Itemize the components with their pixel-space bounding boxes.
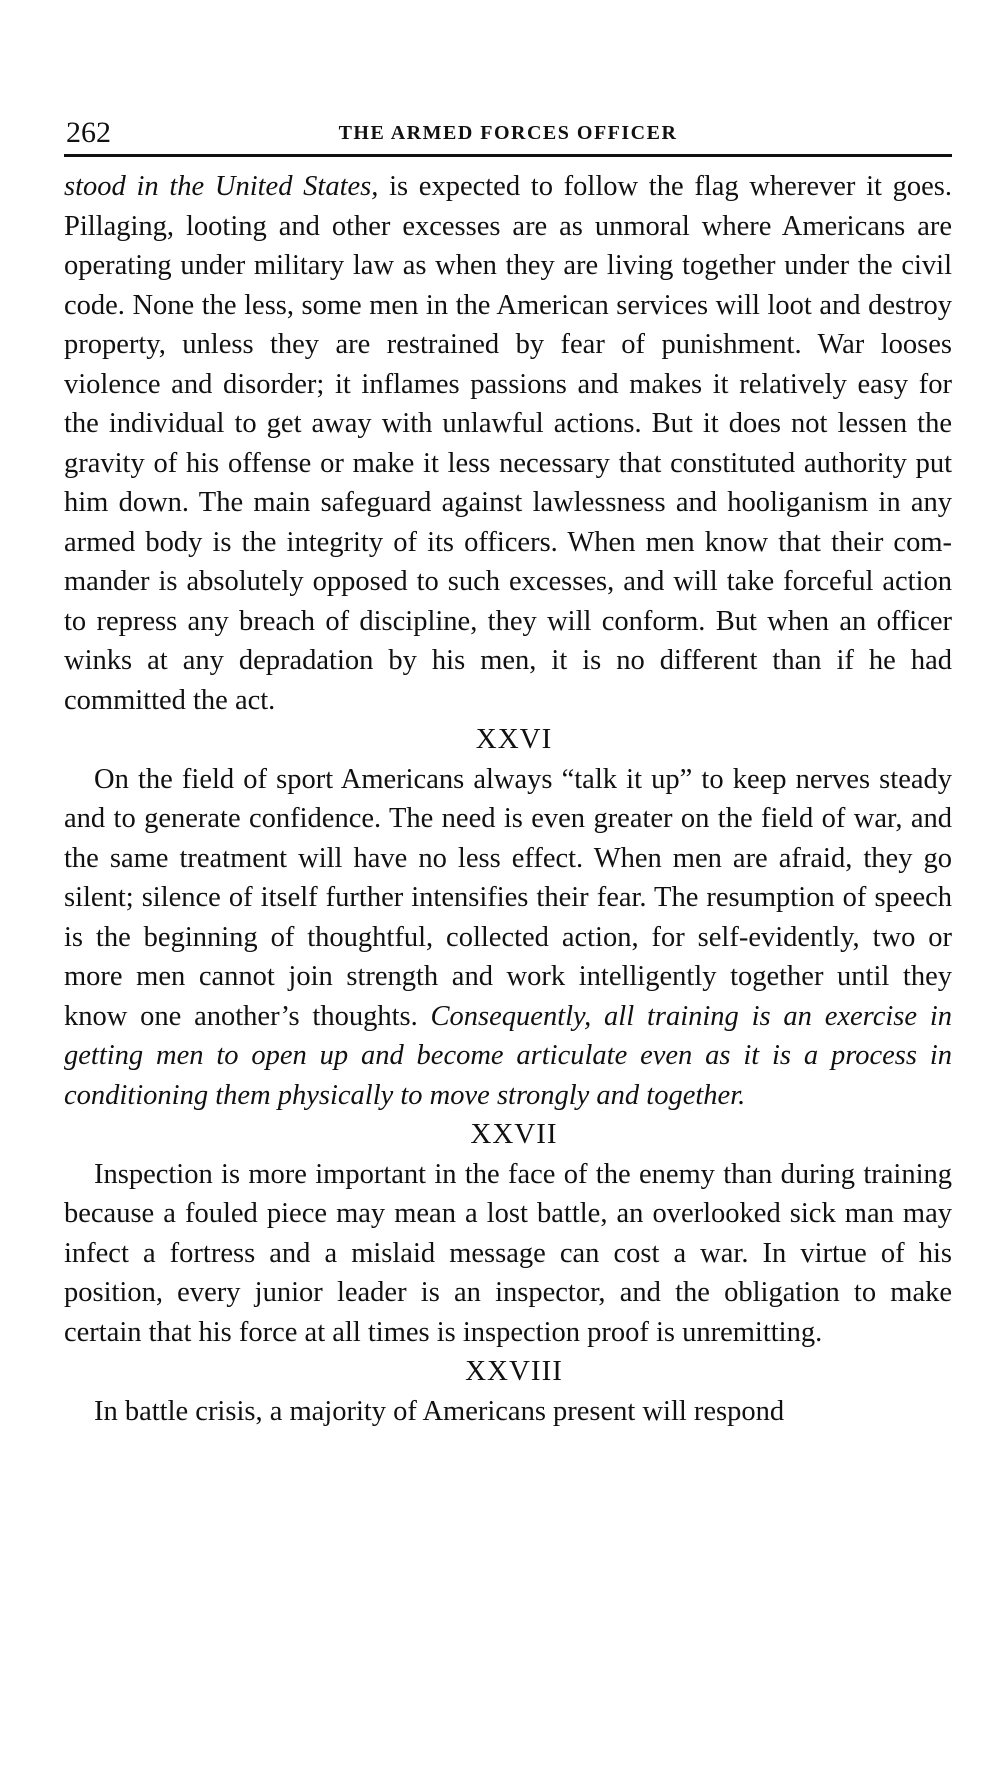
section-heading-xxviii: XXVIII: [465, 1355, 563, 1387]
section-xxviii-paragraph: In battle crisis, a majority of Americans present will respond: [94, 1395, 785, 1427]
section-heading-xxvi: XXVI: [475, 723, 553, 755]
running-header: [64, 118, 952, 157]
section-xxvi-paragraph: [64, 760, 952, 1116]
section-heading-xxvii: XXVII: [470, 1118, 558, 1150]
section-xxvii-paragraph: Inspection is more important in the face of the enemy than during training because a fouled piece may mean a lost battle, an overlooked sick man may infect a fortress and a mislaid message can cost a war. In virtue of his position, every junior leader is an inspector, and the obligation to make certain that his force at all times is inspection proof is unremitting.: [64, 1158, 952, 1348]
continued-text: is expected to follow the flag wherever it goes. Pillaging, looting and other excesses are as unmoral where Americans are operating under military law as when they are living together under the civil code. None the less, some men in the American services will loot and destroy property, unless they are restrained by fear of punishment. War looses violence and disorder; it inflames passions and makes it relatively easy for the individual to get away with unlawful actions. But it does not lessen the gravity of his offense or make it less necessary that constituted authority put him down. The main safeguard against lawlessness and hooliganism in any armed body is the integrity of its officers. When men know that their commander is absolutely opposed to such excesses, and will take forceful action to repress any breach of discipline, they will conform. But when an officer winks at any depradation by his men, it is no different than if he had committed the act.: [64, 171, 952, 716]
page-body: [64, 167, 952, 1431]
section-xxvi-italic: Consequently, all training is an exercise in getting men to open up and become articulate even as it is a process in conditioning them physically to move strongly and together.: [64, 1000, 952, 1111]
continued-lead-italic: stood in the United States,: [64, 171, 379, 202]
page-number: 262: [66, 116, 111, 149]
section-xxvi-text: On the field of sport Americans always “talk it up” to keep nerves steady and to generate confidence. The need is even greater on the field of war, and the same treatment will have no less effect. When men are afraid, they go silent; silence of itself further intensifies their fear. The resumption of speech is the beginning of thoughtful, collected action, for self-evidently, two or more men cannot join strength and work intelligently together until they know one another’s thoughts.: [64, 763, 952, 1032]
continued-paragraph: [64, 167, 952, 720]
running-title: THE ARMED FORCES OFFICER: [338, 122, 678, 144]
book-page: [64, 118, 952, 1431]
